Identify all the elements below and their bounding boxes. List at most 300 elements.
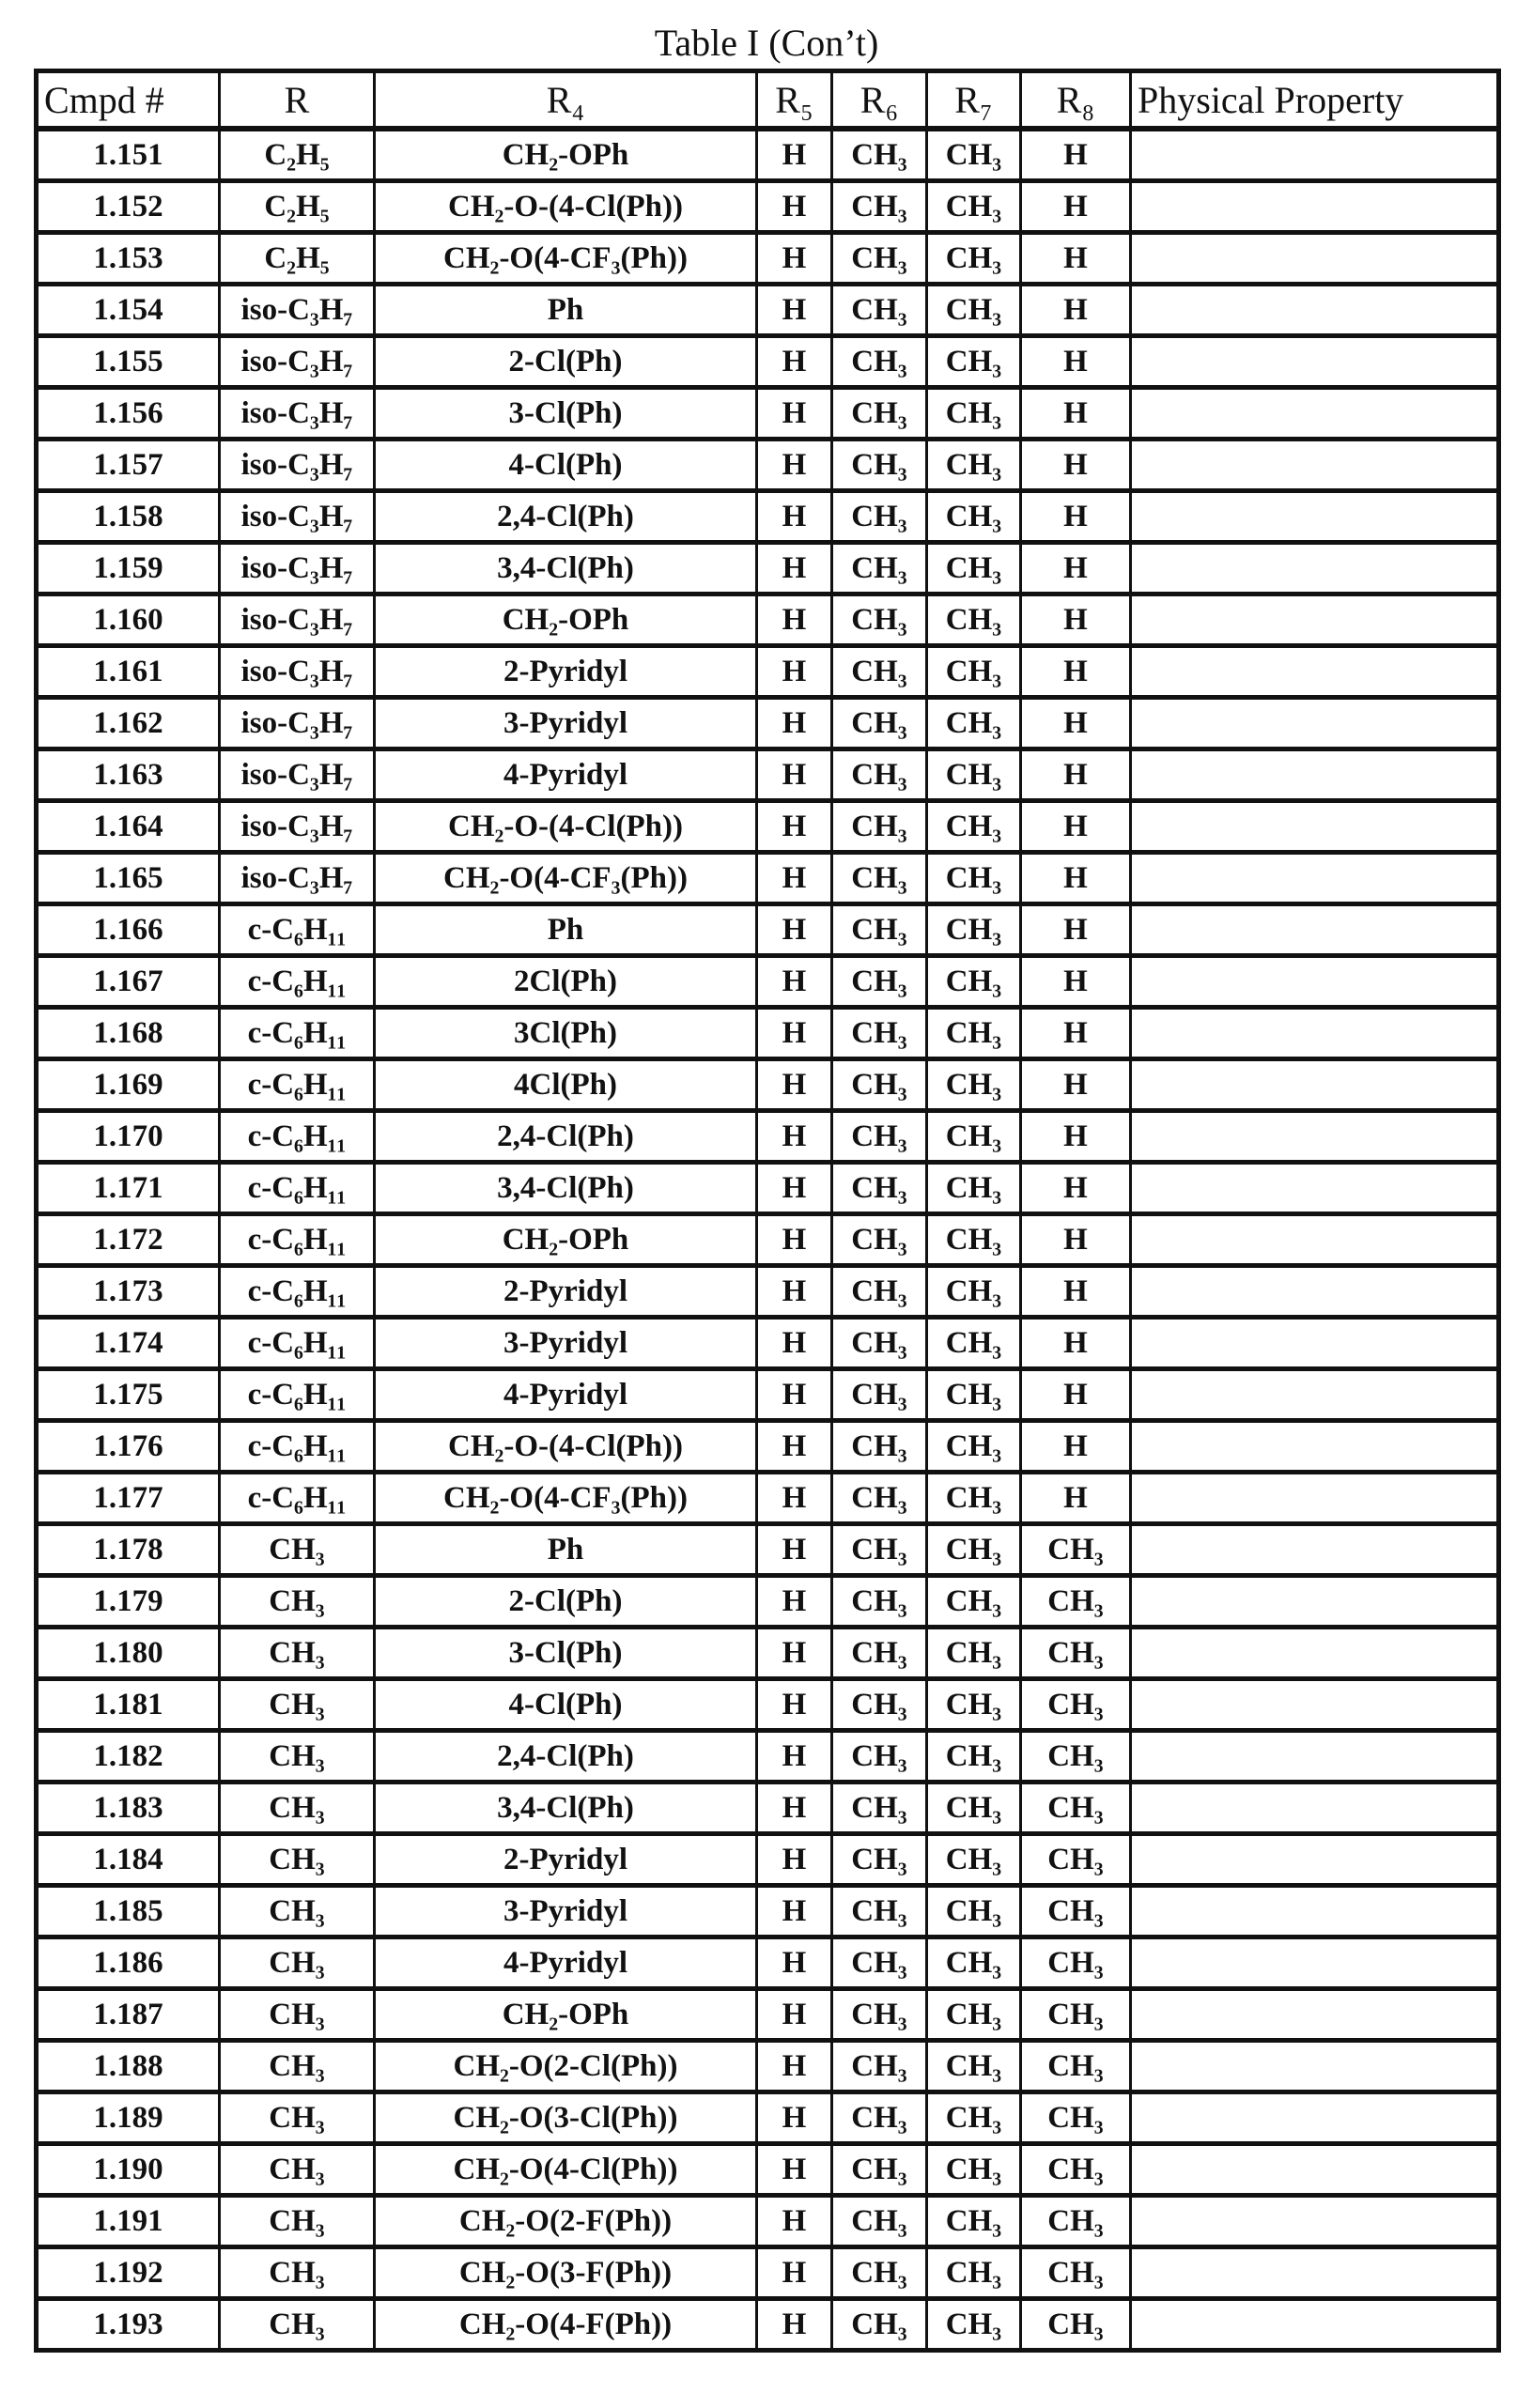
table-row (37, 1886, 1499, 1937)
r6-cell: CH₃ (832, 2299, 927, 2351)
r-cell: c-C₆H₁₁ (220, 1163, 375, 1214)
r5-cell: H (757, 233, 832, 285)
r4-cell: CH₂-O(4-F(Ph)) (375, 2299, 757, 2351)
r5-cell: H (757, 1008, 832, 1059)
r5-cell: H (757, 388, 832, 440)
cmpd-cell: 1.182 (37, 1731, 220, 1783)
cmpd-cell: 1.156 (37, 388, 220, 440)
table-row (37, 1008, 1499, 1059)
r8-cell: CH₃ (1021, 2299, 1131, 2351)
r8-cell: CH₃ (1021, 2092, 1131, 2144)
r6-cell: CH₃ (832, 1783, 927, 1834)
r4-cell: 3,4-Cl(Ph) (375, 543, 757, 594)
r6-cell: CH₃ (832, 2092, 927, 2144)
cmpd-cell: 1.192 (37, 2247, 220, 2299)
physical-property-cell (1131, 1369, 1499, 1421)
header-r8: R₈ (1021, 71, 1131, 130)
r6-cell: CH₃ (832, 336, 927, 388)
cmpd-cell: 1.165 (37, 853, 220, 904)
r7-cell: CH₃ (927, 2247, 1021, 2299)
header-r4: R₄ (375, 71, 757, 130)
table-row (37, 1731, 1499, 1783)
r6-cell: CH₃ (832, 129, 927, 181)
r4-cell: CH₂-O(4-CF₃(Ph)) (375, 1473, 757, 1524)
r7-cell: CH₃ (927, 1318, 1021, 1369)
r4-cell: CH₂-O-(4-Cl(Ph)) (375, 801, 757, 853)
r6-cell: CH₃ (832, 1886, 927, 1937)
cmpd-cell: 1.191 (37, 2196, 220, 2247)
r7-cell: CH₃ (927, 1731, 1021, 1783)
table-row (37, 1989, 1499, 2041)
cmpd-cell: 1.179 (37, 1576, 220, 1628)
r4-cell: 3Cl(Ph) (375, 1008, 757, 1059)
r4-cell: CH₂-O(2-Cl(Ph)) (375, 2041, 757, 2092)
r8-cell: H (1021, 1369, 1131, 1421)
physical-property-cell (1131, 1473, 1499, 1524)
r8-cell: CH₃ (1021, 1989, 1131, 2041)
r8-cell: H (1021, 956, 1131, 1008)
cmpd-cell: 1.159 (37, 543, 220, 594)
r8-cell: H (1021, 698, 1131, 749)
r7-cell: CH₃ (927, 2299, 1021, 2351)
r4-cell: 2,4-Cl(Ph) (375, 491, 757, 543)
r8-cell: H (1021, 1214, 1131, 1266)
r-cell: iso-C₃H₇ (220, 749, 375, 801)
r5-cell: H (757, 1731, 832, 1783)
r-cell: iso-C₃H₇ (220, 543, 375, 594)
r7-cell: CH₃ (927, 904, 1021, 956)
r4-cell: 4-Pyridyl (375, 749, 757, 801)
r5-cell: H (757, 594, 832, 646)
table-row (37, 491, 1499, 543)
r5-cell: H (757, 749, 832, 801)
physical-property-cell (1131, 2092, 1499, 2144)
r4-cell: Ph (375, 285, 757, 336)
r8-cell: CH₃ (1021, 1576, 1131, 1628)
physical-property-cell (1131, 2144, 1499, 2196)
r8-cell: H (1021, 1111, 1131, 1163)
r-cell: iso-C₃H₇ (220, 440, 375, 491)
physical-property-cell (1131, 2299, 1499, 2351)
r4-cell: CH₂-OPh (375, 594, 757, 646)
cmpd-cell: 1.155 (37, 336, 220, 388)
table-row (37, 1421, 1499, 1473)
r6-cell: CH₃ (832, 440, 927, 491)
r5-cell: H (757, 543, 832, 594)
r4-cell: 4-Cl(Ph) (375, 440, 757, 491)
cmpd-cell: 1.183 (37, 1783, 220, 1834)
r7-cell: CH₃ (927, 1369, 1021, 1421)
r4-cell: 2-Cl(Ph) (375, 1576, 757, 1628)
physical-property-cell (1131, 1266, 1499, 1318)
r4-cell: CH₂-O-(4-Cl(Ph)) (375, 1421, 757, 1473)
physical-property-cell (1131, 1886, 1499, 1937)
physical-property-cell (1131, 1628, 1499, 1679)
r-cell: CH₃ (220, 1834, 375, 1886)
r5-cell: H (757, 2144, 832, 2196)
r5-cell: H (757, 904, 832, 956)
header-r: R (220, 71, 375, 130)
cmpd-cell: 1.153 (37, 233, 220, 285)
table-row (37, 336, 1499, 388)
r-cell: CH₃ (220, 1731, 375, 1783)
r5-cell: H (757, 956, 832, 1008)
r-cell: c-C₆H₁₁ (220, 1214, 375, 1266)
cmpd-cell: 1.170 (37, 1111, 220, 1163)
r5-cell: H (757, 440, 832, 491)
r7-cell: CH₃ (927, 1937, 1021, 1989)
physical-property-cell (1131, 129, 1499, 181)
r5-cell: H (757, 1628, 832, 1679)
table-row (37, 1318, 1499, 1369)
r7-cell: CH₃ (927, 1111, 1021, 1163)
r6-cell: CH₃ (832, 1834, 927, 1886)
physical-property-cell (1131, 1834, 1499, 1886)
r7-cell: CH₃ (927, 801, 1021, 853)
cmpd-cell: 1.158 (37, 491, 220, 543)
r5-cell: H (757, 1421, 832, 1473)
header-row (37, 71, 1499, 130)
r4-cell: 3-Cl(Ph) (375, 388, 757, 440)
r4-cell: 4-Pyridyl (375, 1369, 757, 1421)
r6-cell: CH₃ (832, 1731, 927, 1783)
r7-cell: CH₃ (927, 1421, 1021, 1473)
r-cell: c-C₆H₁₁ (220, 956, 375, 1008)
cmpd-cell: 1.157 (37, 440, 220, 491)
cmpd-cell: 1.169 (37, 1059, 220, 1111)
r4-cell: 2-Pyridyl (375, 1266, 757, 1318)
physical-property-cell (1131, 2247, 1499, 2299)
table-row (37, 1214, 1499, 1266)
r4-cell: 2,4-Cl(Ph) (375, 1111, 757, 1163)
physical-property-cell (1131, 543, 1499, 594)
table-row (37, 2247, 1499, 2299)
r7-cell: CH₃ (927, 2092, 1021, 2144)
r-cell: C₂H₅ (220, 129, 375, 181)
physical-property-cell (1131, 853, 1499, 904)
r-cell: CH₃ (220, 2092, 375, 2144)
r6-cell: CH₃ (832, 2041, 927, 2092)
r6-cell: CH₃ (832, 1421, 927, 1473)
r-cell: C₂H₅ (220, 233, 375, 285)
cmpd-cell: 1.190 (37, 2144, 220, 2196)
r-cell: CH₃ (220, 1576, 375, 1628)
r8-cell: H (1021, 1318, 1131, 1369)
r7-cell: CH₃ (927, 1524, 1021, 1576)
r8-cell: CH₃ (1021, 1937, 1131, 1989)
r7-cell: CH₃ (927, 853, 1021, 904)
table-row (37, 956, 1499, 1008)
r5-cell: H (757, 1989, 832, 2041)
physical-property-cell (1131, 956, 1499, 1008)
r8-cell: H (1021, 1008, 1131, 1059)
r8-cell: CH₃ (1021, 2196, 1131, 2247)
r7-cell: CH₃ (927, 181, 1021, 233)
r4-cell: 3-Pyridyl (375, 698, 757, 749)
table-row (37, 1163, 1499, 1214)
r4-cell: CH₂-O(4-CF₃(Ph)) (375, 853, 757, 904)
r-cell: iso-C₃H₇ (220, 698, 375, 749)
cmpd-cell: 1.172 (37, 1214, 220, 1266)
r7-cell: CH₃ (927, 1266, 1021, 1318)
r4-cell: 3-Cl(Ph) (375, 1628, 757, 1679)
r5-cell: H (757, 1369, 832, 1421)
r4-cell: CH₂-O(3-Cl(Ph)) (375, 2092, 757, 2144)
r-cell: CH₃ (220, 1886, 375, 1937)
physical-property-cell (1131, 904, 1499, 956)
r4-cell: 3,4-Cl(Ph) (375, 1783, 757, 1834)
r6-cell: CH₃ (832, 646, 927, 698)
cmpd-cell: 1.168 (37, 1008, 220, 1059)
physical-property-cell (1131, 1111, 1499, 1163)
physical-property-cell (1131, 1937, 1499, 1989)
header-r7: R₇ (927, 71, 1021, 130)
physical-property-cell (1131, 336, 1499, 388)
r-cell: CH₃ (220, 1937, 375, 1989)
r8-cell: H (1021, 285, 1131, 336)
r6-cell: CH₃ (832, 853, 927, 904)
r6-cell: CH₃ (832, 285, 927, 336)
cmpd-cell: 1.175 (37, 1369, 220, 1421)
physical-property-cell (1131, 698, 1499, 749)
r8-cell: CH₃ (1021, 1834, 1131, 1886)
r8-cell: CH₃ (1021, 2247, 1131, 2299)
r4-cell: 3-Pyridyl (375, 1886, 757, 1937)
r4-cell: CH₂-OPh (375, 1214, 757, 1266)
r5-cell: H (757, 336, 832, 388)
table-row (37, 698, 1499, 749)
physical-property-cell (1131, 2196, 1499, 2247)
table-row (37, 388, 1499, 440)
table-row (37, 801, 1499, 853)
physical-property-cell (1131, 181, 1499, 233)
r7-cell: CH₃ (927, 491, 1021, 543)
r8-cell: H (1021, 543, 1131, 594)
r5-cell: H (757, 698, 832, 749)
r8-cell: CH₃ (1021, 2041, 1131, 2092)
r-cell: c-C₆H₁₁ (220, 1369, 375, 1421)
r6-cell: CH₃ (832, 1628, 927, 1679)
r-cell: C₂H₅ (220, 181, 375, 233)
r-cell: c-C₆H₁₁ (220, 1111, 375, 1163)
cmpd-cell: 1.162 (37, 698, 220, 749)
cmpd-cell: 1.177 (37, 1473, 220, 1524)
r-cell: CH₃ (220, 2196, 375, 2247)
r6-cell: CH₃ (832, 1473, 927, 1524)
r7-cell: CH₃ (927, 1008, 1021, 1059)
r-cell: CH₃ (220, 2144, 375, 2196)
r4-cell: 4Cl(Ph) (375, 1059, 757, 1111)
r4-cell: 2Cl(Ph) (375, 956, 757, 1008)
cmpd-cell: 1.160 (37, 594, 220, 646)
r6-cell: CH₃ (832, 2196, 927, 2247)
physical-property-cell (1131, 1524, 1499, 1576)
r7-cell: CH₃ (927, 440, 1021, 491)
r6-cell: CH₃ (832, 698, 927, 749)
cmpd-cell: 1.185 (37, 1886, 220, 1937)
r6-cell: CH₃ (832, 181, 927, 233)
table-row (37, 1628, 1499, 1679)
cmpd-cell: 1.161 (37, 646, 220, 698)
r8-cell: H (1021, 853, 1131, 904)
r-cell: c-C₆H₁₁ (220, 1318, 375, 1369)
r6-cell: CH₃ (832, 543, 927, 594)
physical-property-cell (1131, 1318, 1499, 1369)
header-physical-property: Physical Property (1131, 71, 1499, 130)
table-row (37, 440, 1499, 491)
r5-cell: H (757, 129, 832, 181)
r5-cell: H (757, 646, 832, 698)
r5-cell: H (757, 1318, 832, 1369)
r8-cell: H (1021, 646, 1131, 698)
r6-cell: CH₃ (832, 388, 927, 440)
r4-cell: 2-Pyridyl (375, 1834, 757, 1886)
r8-cell: H (1021, 181, 1131, 233)
r4-cell: 3-Pyridyl (375, 1318, 757, 1369)
r4-cell: 4-Cl(Ph) (375, 1679, 757, 1731)
table-row (37, 2299, 1499, 2351)
r8-cell: H (1021, 749, 1131, 801)
table-row (37, 1937, 1499, 1989)
physical-property-cell (1131, 233, 1499, 285)
r6-cell: CH₃ (832, 594, 927, 646)
r7-cell: CH₃ (927, 285, 1021, 336)
r5-cell: H (757, 1111, 832, 1163)
cmpd-cell: 1.178 (37, 1524, 220, 1576)
r6-cell: CH₃ (832, 1937, 927, 1989)
physical-property-cell (1131, 646, 1499, 698)
r5-cell: H (757, 1937, 832, 1989)
cmpd-cell: 1.180 (37, 1628, 220, 1679)
r5-cell: H (757, 1214, 832, 1266)
r4-cell: Ph (375, 1524, 757, 1576)
r7-cell: CH₃ (927, 956, 1021, 1008)
table-row (37, 543, 1499, 594)
r5-cell: H (757, 2196, 832, 2247)
r-cell: iso-C₃H₇ (220, 491, 375, 543)
r5-cell: H (757, 1059, 832, 1111)
r5-cell: H (757, 2299, 832, 2351)
r5-cell: H (757, 491, 832, 543)
physical-property-cell (1131, 1989, 1499, 2041)
r6-cell: CH₃ (832, 1111, 927, 1163)
cmpd-cell: 1.154 (37, 285, 220, 336)
cmpd-cell: 1.164 (37, 801, 220, 853)
r5-cell: H (757, 1524, 832, 1576)
table-row (37, 233, 1499, 285)
table-row (37, 285, 1499, 336)
table-row (37, 1783, 1499, 1834)
cmpd-cell: 1.184 (37, 1834, 220, 1886)
r7-cell: CH₃ (927, 1989, 1021, 2041)
cmpd-cell: 1.163 (37, 749, 220, 801)
r5-cell: H (757, 285, 832, 336)
table-row (37, 853, 1499, 904)
r5-cell: H (757, 1266, 832, 1318)
r4-cell: 2,4-Cl(Ph) (375, 1731, 757, 1783)
r-cell: c-C₆H₁₁ (220, 904, 375, 956)
r5-cell: H (757, 2041, 832, 2092)
physical-property-cell (1131, 1731, 1499, 1783)
physical-property-cell (1131, 1163, 1499, 1214)
physical-property-cell (1131, 388, 1499, 440)
r7-cell: CH₃ (927, 1783, 1021, 1834)
cmpd-cell: 1.187 (37, 1989, 220, 2041)
cmpd-cell: 1.189 (37, 2092, 220, 2144)
r8-cell: H (1021, 233, 1131, 285)
r7-cell: CH₃ (927, 1679, 1021, 1731)
r6-cell: CH₃ (832, 1266, 927, 1318)
r8-cell: H (1021, 491, 1131, 543)
r7-cell: CH₃ (927, 1834, 1021, 1886)
r-cell: CH₃ (220, 1989, 375, 2041)
r-cell: CH₃ (220, 1679, 375, 1731)
cmpd-cell: 1.188 (37, 2041, 220, 2092)
r8-cell: H (1021, 1163, 1131, 1214)
r7-cell: CH₃ (927, 1059, 1021, 1111)
r6-cell: CH₃ (832, 749, 927, 801)
r6-cell: CH₃ (832, 1008, 927, 1059)
table-row (37, 2196, 1499, 2247)
r5-cell: H (757, 1783, 832, 1834)
r8-cell: H (1021, 594, 1131, 646)
table-row (37, 749, 1499, 801)
r7-cell: CH₃ (927, 2041, 1021, 2092)
r-cell: iso-C₃H₇ (220, 388, 375, 440)
r7-cell: CH₃ (927, 233, 1021, 285)
r7-cell: CH₃ (927, 1214, 1021, 1266)
r-cell: c-C₆H₁₁ (220, 1266, 375, 1318)
r5-cell: H (757, 853, 832, 904)
r8-cell: H (1021, 1473, 1131, 1524)
physical-property-cell (1131, 1679, 1499, 1731)
r8-cell: CH₃ (1021, 1731, 1131, 1783)
r8-cell: CH₃ (1021, 1628, 1131, 1679)
header-r6: R₆ (832, 71, 927, 130)
r5-cell: H (757, 1679, 832, 1731)
r4-cell: CH₂-OPh (375, 129, 757, 181)
r7-cell: CH₃ (927, 1628, 1021, 1679)
table-row (37, 2092, 1499, 2144)
r6-cell: CH₃ (832, 1318, 927, 1369)
r6-cell: CH₃ (832, 1524, 927, 1576)
table-row (37, 594, 1499, 646)
cmpd-cell: 1.166 (37, 904, 220, 956)
r4-cell: 4-Pyridyl (375, 1937, 757, 1989)
r5-cell: H (757, 1163, 832, 1214)
header-cmpd: Cmpd # (37, 71, 220, 130)
r6-cell: CH₃ (832, 1163, 927, 1214)
r4-cell: CH₂-O(3-F(Ph)) (375, 2247, 757, 2299)
cmpd-cell: 1.186 (37, 1937, 220, 1989)
cmpd-cell: 1.167 (37, 956, 220, 1008)
physical-property-cell (1131, 1576, 1499, 1628)
r6-cell: CH₃ (832, 904, 927, 956)
r4-cell: Ph (375, 904, 757, 956)
r8-cell: H (1021, 904, 1131, 956)
r6-cell: CH₃ (832, 1679, 927, 1731)
table-row (37, 2041, 1499, 2092)
r4-cell: CH₂-O(2-F(Ph)) (375, 2196, 757, 2247)
compound-table (34, 69, 1501, 2353)
cmpd-cell: 1.193 (37, 2299, 220, 2351)
r4-cell: CH₂-O(4-Cl(Ph)) (375, 2144, 757, 2196)
r8-cell: CH₃ (1021, 1783, 1131, 1834)
r7-cell: CH₃ (927, 698, 1021, 749)
r6-cell: CH₃ (832, 1576, 927, 1628)
physical-property-cell (1131, 1421, 1499, 1473)
table-title: Table I (Con’t) (0, 17, 1533, 69)
